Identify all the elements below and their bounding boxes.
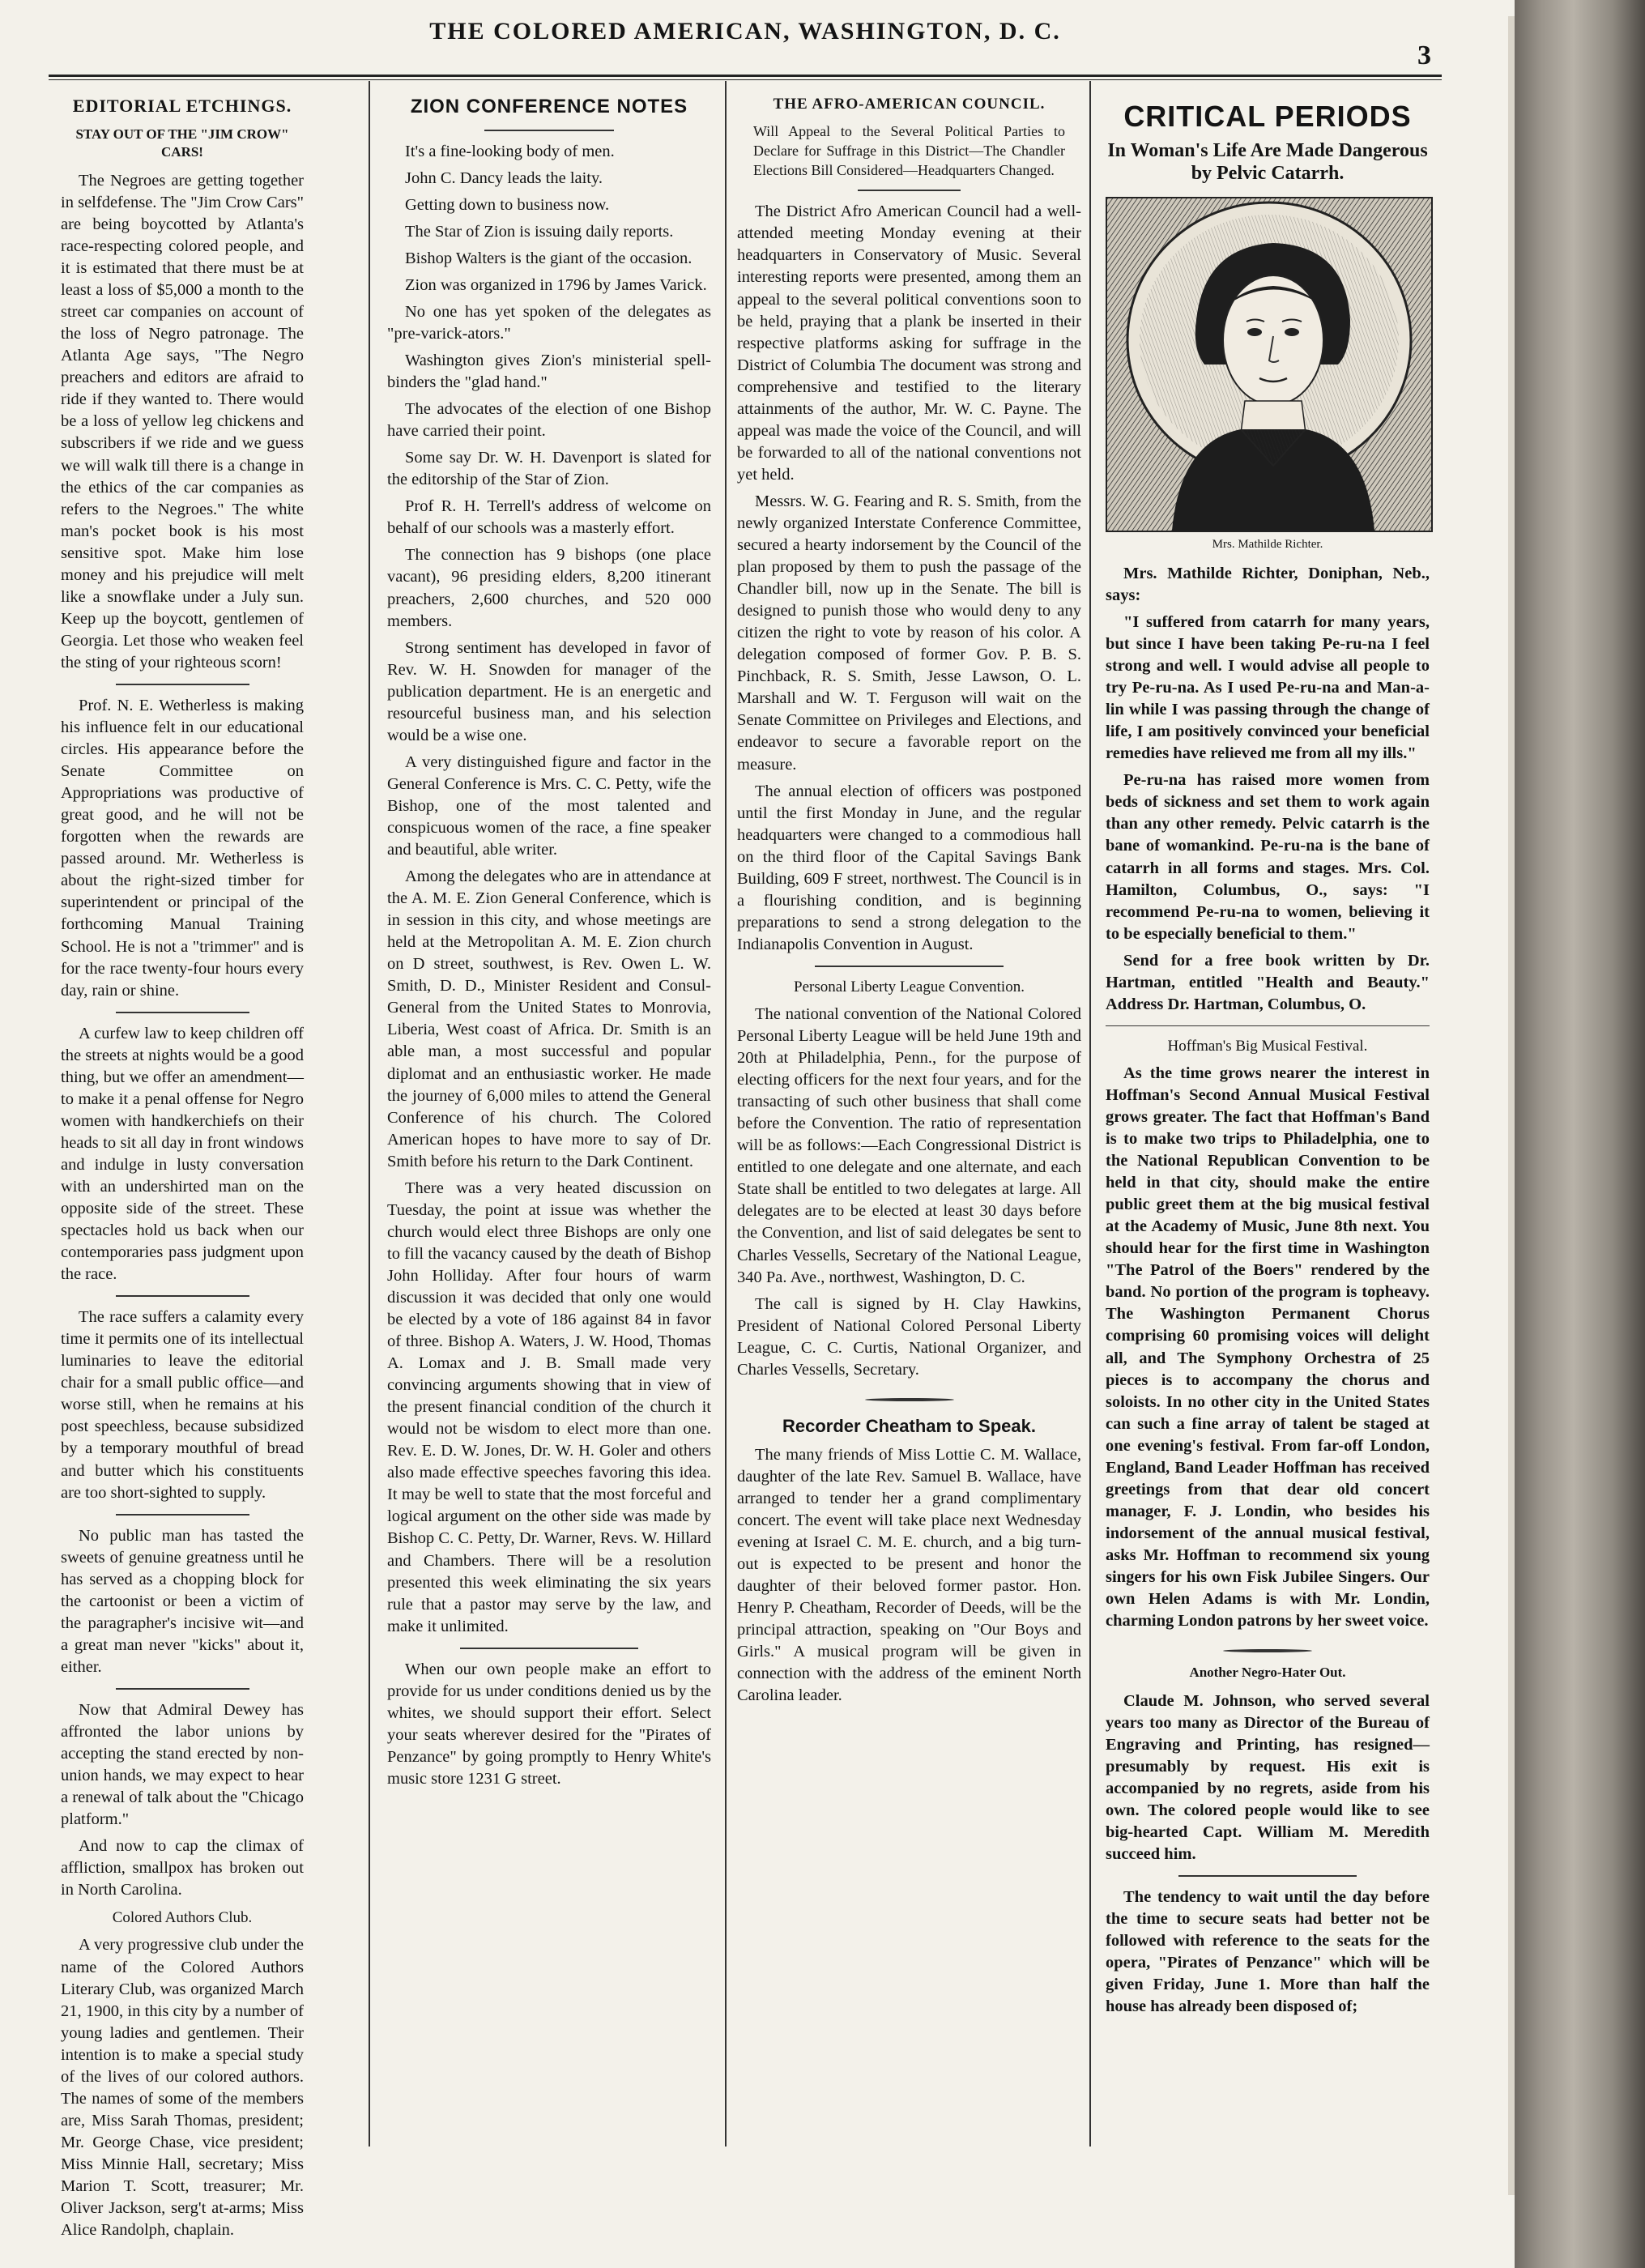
masthead bbox=[49, 18, 1442, 66]
column-rule bbox=[369, 81, 370, 2146]
column-council bbox=[737, 87, 1081, 2146]
ad-paragraph: Pe-ru-na has raised more women from beds of sickness and set them to work again than any other remedy. Pelvic catarrh is the bane of womankind. Pe-ru-na is the bane of catarrh in all forms and stages. Mrs. Col. Hamilton, Columbus, O., says: "I recommend Pe-ru-na to women, believing it to be especially beneficial to them." bbox=[1106, 771, 1430, 943]
separator bbox=[858, 190, 961, 191]
note-paragraph: The connection has 9 bishops (one place vacant), 96 presiding elders, 8,200 itinerant preachers, 2,600 churches, and 520 000 members. bbox=[387, 546, 711, 630]
article-paragraph: A very progressive club under the name of the Colored Authors Literary Club, was organized March 21, 1900, in this city by a number of young ladies and gentlemen. Their intention is to make a special study of the lives of our colored authors. The names of some of the members are, Miss Sarah Thomas, president; Mr. George Chase, vice president; Miss Minnie Hall, secretary; Miss Marion T. Scott, treasurer; Mr. Oliver Jackson, serg't at-arms; Miss Alice Randolph, chaplain. bbox=[61, 1936, 304, 2240]
note-paragraph: Strong sentiment has developed in favor of Rev. W. H. Snowden for manager of the publication department. He is an energetic and resourceful business man, and his selection would be a wise one. bbox=[387, 638, 711, 744]
note-paragraph: Bishop Walters is the giant of the occasion. bbox=[405, 249, 693, 267]
column-rule bbox=[725, 81, 727, 2146]
article-paragraph: Prof. N. E. Wetherless is making his influence felt in our educational circles. His appearance before the Senate Committee on Appropriations was productive of great good, and he will not be forgotten when the rewards are passed around. Mr. Wetherless is about the right-sized timber for superintendent or principal of the forthcoming Manual Training School. He is not a "trimmer" and is for the race twenty-four hours every day, rain or shine. bbox=[61, 696, 304, 1000]
article-paragraph: Messrs. W. G. Fearing and R. S. Smith, from the newly organized Interstate Conference Committee, secured a hearty indorsement by the Council of the plan proposed by them to push the passage of the Chandler bill, now up in the Senate. The bill is designed to punish those who would deny to any citizen the right to vote by reason of his color. A delegation composed of former Gov. P. B. S. Pinchback, R. S. Smith, Jesse Lawson, O. L. Marshall and W. T. Ferguson will wait on the Senate Committee on Privileges and Elections, and endeavor to secure a favorable report on the measure. bbox=[737, 492, 1081, 774]
separator bbox=[116, 1688, 249, 1690]
note-paragraph: A very distinguished figure and factor in the General Conference is Mrs. C. C. Petty, wife the Bishop, one of the most talented and conspicuous women of the race, a fine speaker and beautiful, able writer. bbox=[387, 752, 711, 859]
note-paragraph: Some say Dr. W. H. Davenport is slated for the editorship of the Star of Zion. bbox=[387, 449, 711, 489]
recorder-heading: Recorder Cheatham to Speak. bbox=[782, 1415, 1036, 1436]
zion-heading: ZION CONFERENCE NOTES bbox=[410, 96, 688, 117]
column-editorial bbox=[61, 87, 304, 2240]
note-paragraph: John C. Dancy leads the laity. bbox=[405, 168, 603, 187]
article-paragraph: Now that Admiral Dewey has affronted the labor unions by accepting the stand erected by non-union hands, we may expect to hear a renewal of talk about the "Chicago platform." bbox=[61, 1700, 304, 1829]
column-rule bbox=[1089, 81, 1091, 2146]
portrait-engraving bbox=[1106, 197, 1433, 532]
article-paragraph: No public man has tasted the sweets of genuine greatness until he has served as a chopping block for the cartoonist or been a victim of the paragrapher's incisive wit—and a great man never "kicks" about it, either. bbox=[61, 1526, 304, 1676]
woman-portrait-icon bbox=[1107, 198, 1431, 531]
book-binding bbox=[1515, 0, 1645, 2268]
note-paragraph: There was a very heated discussion on Tuesday, the point at issue was whether the church would elect three Bishops are only one to fill the vacancy caused by the death of Bishop John Holliday. After four hours of warm discussion it was decided that only one would be elected by a vote of 186 against 84 in favor of three. Bishop A. Waters, J. W. Hood, Thomas A. Lomax and J. B. Small made very convincing arguments showing that in view of the present financial condition of the church it would not be wisdom to elect more than one. Rev. E. D. W. Jones, Dr. W. H. Goler and others also made effective speeches favoring this idea. It may be well to state that the most forceful and logical argument on the other side was made by Bishop C. C. Petty, Dr. Warner, Revs. W. Hillard and Chambers. There will be a resolution presented this week eliminating the six years rule that a pastor may serve by the law, and make it unlimited. bbox=[387, 1179, 711, 1635]
note-paragraph: Getting down to business now. bbox=[405, 195, 610, 214]
editorial-heading: EDITORIAL ETCHINGS. bbox=[72, 96, 292, 116]
masthead-title: THE COLORED AMERICAN, WASHINGTON, D. C. bbox=[429, 18, 1061, 45]
note-paragraph: Prof R. H. Terrell's address of welcome on behalf of our schools was a masterly effort. bbox=[387, 497, 711, 538]
article-paragraph: As the time grows nearer the interest in Hoffman's Second Annual Musical Festival grows greater. The fact that Hoffman's Band is to make two trips to Philadelphia, one to the National Republican Convention to be held in that city, should make the entire public greet them at the big musical festival at the Academy of Music, June 8th next. You should hear for the first time in Washington "The Patrol of the Boers" rendered by the band. No portion of the program is topheavy. The Washington Permanent Chorus comprising 60 promising voices will delight all, and The Symphony Orchestra of 25 pieces is to accompany the chorus and soloists. In no other city in the United States can such a fine array of talent be staged at one evening's festival. From far-off London, England, Band Leader Hoffman has received greetings from that dear old concert manager, F. J. Londin, who besides his indorsement of the annual musical festival, asks Mr. Hoffman to recommend six young singers for his own Fisk Jubilee Singers. Our own Helen Adams is with Mr. Londin, charming London patrons by her sweet voice. bbox=[1106, 1064, 1430, 1631]
separator bbox=[484, 130, 614, 131]
separator bbox=[815, 966, 1004, 967]
note-paragraph: The advocates of the election of one Bishop have carried their point. bbox=[387, 400, 711, 441]
note-paragraph: Zion was organized in 1796 by James Varick. bbox=[405, 275, 707, 294]
note-paragraph: No one has yet spoken of the delegates as "pre-varick-ators." bbox=[387, 302, 711, 343]
note-paragraph: The Star of Zion is issuing daily reports. bbox=[405, 222, 674, 241]
note-paragraph: When our own people make an effort to provide for us under conditions denied us by the whites, we should support their effort. Select your seats wherever desired for the "Pirates of Penzance" by going promptly to Henry White's music store 1231 G street. bbox=[387, 1660, 711, 1788]
league-heading: Personal Liberty League Convention. bbox=[794, 978, 1025, 995]
separator bbox=[116, 1295, 249, 1297]
article-paragraph: The national convention of the National Colored Personal Liberty League will be held June 19th and 20th at Philadelphia, Penn., for the purpose of electing officers for the next four years, and for the transacting of such other business that shall come before the Convention. The ratio of representation will be as follows:—Each Congressional District is entitled to one delegate and one alternate, and each State shall be entitled to two delegates at large. All delegates are to be elected at least 30 days before the Convention, and list of said delegates be sent to Charles Vessells, Secretary of the National League, 340 Pa. Ave., northwest, Washington, D. C. bbox=[737, 1005, 1081, 1286]
council-deck: Will Appeal to the Several Political Parties to Declare for Suffrage in this District—The Chandler Elections Bill Considered—Headquarters Changed. bbox=[753, 123, 1065, 178]
note-paragraph: Washington gives Zion's ministerial spell-binders the "glad hand." bbox=[387, 352, 711, 392]
article-paragraph: Claude M. Johnson, who served several years too many as Director of the Bureau of Engraving and Printing, has resigned—presumably by request. His exit is accompanied by no regrets, aside from his own. The colored people would like to see big-hearted Capt. William M. Meredith succeed him. bbox=[1106, 1691, 1430, 1863]
separator bbox=[737, 1386, 1081, 1408]
separator bbox=[116, 1514, 249, 1516]
note-paragraph: Among the delegates who are in attendance at the A. M. E. Zion General Conference, which is in session in this city, and whose meetings are held at the Metropolitan A. M. E. Zion church on D street, southwest, is Rev. Owen L. W. Smith, D. D., Minister Resident and Consul-General from the United States to Monrovia, Liberia, West coast of Africa. Dr. Smith is an able man, a most successful and popular diplomat and an enthusiastic worker. He made the journey of 6,000 miles to attend the General Conference of his church. The Colored American hopes to have more to say of Dr. Smith before his return to the Dark Continent. bbox=[387, 868, 711, 1170]
festival-heading: Hoffman's Big Musical Festival. bbox=[1167, 1037, 1368, 1055]
separator bbox=[1106, 1637, 1430, 1659]
authors-club-heading: Colored Authors Club. bbox=[112, 1909, 253, 1927]
article-paragraph: The Negroes are getting together in selfdefense. The "Jim Crow Cars" are being boycotted by Atlanta's race-respecting colored people, and it is estimated that there must be at least a loss of $5,000 a month to the street car companies on account of the loss of Negro patronage. The Atlanta Age says, "The Negro preachers and editors are afraid to ride if they wanted to. There would be a loss of yellow leg chickens and subscribers if we ride and we guess we will walk till there is a change in the ethics of the car companies as refers to the Negroes." The white man's pocket book is his most sensitive spot. Make him lose money and his prejudice will melt like a snowflake under a July sun. Keep up the boycott, gentlemen of Georgia. Let those who weaken feel the sting of your righteous scorn! bbox=[61, 171, 304, 671]
article-paragraph: The District Afro American Council had a well-attended meeting Monday evening at their headquarters in Conservatory of Music. Several interesting reports were presented, among them an appeal to the several political conventions soon to be held, praying that a plank be inserted in their respective platforms asking for suffrage in the District of Columbia The document was strong and comprehensive and testified to the literary attainments of the author, Mr. W. C. Payne. The appeal was made the voice of the Council, and will be forwarded to all of the national conventions not yet held. bbox=[737, 202, 1081, 484]
article-paragraph: The race suffers a calamity every time it permits one of its intellectual luminaries to leave the editorial chair for a small public office—and worse still, when he remains at his post speechless, because subsidized by a temporary mouthful of bread and butter which his constituents are too short-sighted to supply. bbox=[61, 1308, 304, 1502]
article-paragraph: The annual election of officers was postponed until the first Monday in June, and the regular headquarters were changed to a commodious hall on the third floor of the Capital Savings Bank Building, 609 F street, northwest. The Council is in a flourishing condition, and is beginning preparations to send a strong delegation to the Indianapolis Convention in August. bbox=[737, 782, 1081, 953]
article-paragraph: And now to cap the climax of affliction, smallpox has broken out in North Carolina. bbox=[61, 1837, 304, 1899]
ad-headline: CRITICAL PERIODS bbox=[1123, 100, 1412, 133]
ad-paragraph: Mrs. Mathilde Richter, Doniphan, Neb., says: bbox=[1106, 564, 1430, 604]
article-paragraph: The tendency to wait until the day before the time to secure seats had better not be followed with reference to the seats for the opera, "Pirates of Penzance" which will be given Friday, June 1. More than half the house has already been disposed of; bbox=[1106, 1888, 1430, 2016]
separator bbox=[1106, 1025, 1430, 1026]
column-advertisement bbox=[1106, 87, 1430, 2146]
council-heading: THE AFRO-AMERICAN COUNCIL. bbox=[773, 96, 1046, 113]
article-paragraph: The many friends of Miss Lottie C. M. Wallace, daughter of the late Rev. Samuel B. Wallace, have arranged to tender her a grand complimentary concert. The event will take place next Wednesday evening at Israel C. M. E. church, and a big turn-out is expected to be present and honor the daughter of their beloved former pastor. Hon. Henry P. Cheatham, Recorder of Deeds, will be the principal attraction, speaking on "Our Boys and Girls." A musical program will be given in connection with the address of the eminent North Carolina leader. bbox=[737, 1445, 1081, 1705]
separator bbox=[1178, 1875, 1357, 1877]
masthead-rule bbox=[49, 75, 1442, 80]
separator bbox=[460, 1648, 638, 1649]
ad-deck: In Woman's Life Are Made Dangerous by Pelvic Catarrh. bbox=[1107, 139, 1428, 185]
ad-paragraph: "I suffered from catarrh for many years, but since I have been taking Pe-ru-na I feel strong and well. I would advise all people to try Pe-ru-na. As I used Pe-ru-na and Man-a-lin while I was passing through the change of life, I am positively convinced your beneficial remedies have relieved me from all my ills." bbox=[1106, 613, 1430, 763]
column-zion-notes bbox=[387, 87, 711, 2146]
jim-crow-subheading: STAY OUT OF THE "JIM CROW" CARS! bbox=[75, 126, 289, 160]
negro-hater-heading: Another Negro-Hater Out. bbox=[1189, 1665, 1346, 1681]
article-paragraph: A curfew law to keep children off the streets at nights would be a good thing, but we offer an amendment—to make it a penal offense for Negro women with handkerchiefs on their heads to sit all day in front windows and indulge in lusty conversation with an undershirted man on the opposite side of the street. These spectacles hold us back when our contemporaries pass judgment upon the race. bbox=[61, 1024, 304, 1284]
portrait-caption: Mrs. Mathilde Richter. bbox=[1212, 538, 1323, 552]
note-paragraph: It's a fine-looking body of men. bbox=[405, 142, 615, 160]
ad-paragraph: Send for a free book written by Dr. Hartman, entitled "Health and Beauty." Address Dr. Hartman, Columbus, O. bbox=[1106, 951, 1430, 1013]
article-paragraph: The call is signed by H. Clay Hawkins, President of National Colored Personal Liberty League, C. C. Curtis, National Organizer, and Charles Vessells, Secretary. bbox=[737, 1294, 1081, 1379]
separator bbox=[116, 684, 249, 685]
page-number: 3 bbox=[1417, 40, 1431, 70]
separator bbox=[116, 1012, 249, 1013]
